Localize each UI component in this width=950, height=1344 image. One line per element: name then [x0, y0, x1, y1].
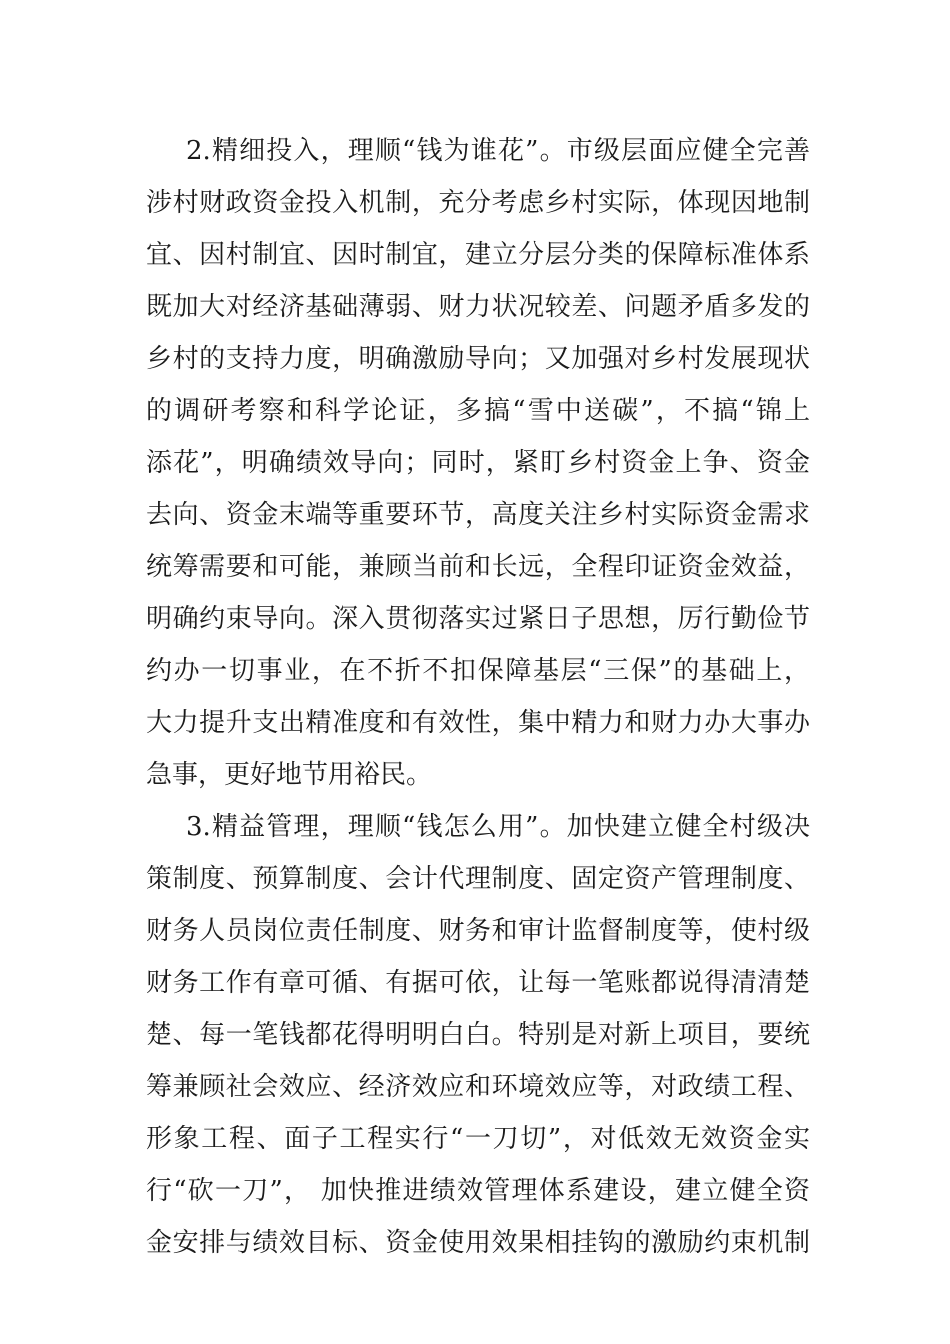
paragraph-line: 财务人员岗位责任制度、财务和审计监督制度等，使村级	[146, 916, 810, 946]
paragraph-line: 乡村的支持力度，明确激励导向；又加强对乡村发展现状	[146, 344, 810, 374]
paragraph-line: 大力提升支出精准度和有效性，集中精力和财力办大事办	[146, 708, 810, 738]
paragraph-line: 行“砍一刀”， 加快推进绩效管理体系建设，建立健全资	[146, 1176, 810, 1206]
paragraph-line: 2.精细投入，理顺“钱为谁花”。市级层面应健全完善	[186, 136, 810, 166]
paragraph-line: 统筹需要和可能，兼顾当前和长远，全程印证资金效益，	[146, 552, 810, 582]
paragraph-line: 添花”，明确绩效导向；同时，紧盯乡村资金上争、资金	[146, 448, 810, 478]
paragraph-line: 楚、每一笔钱都花得明明白白。特别是对新上项目，要统	[146, 1020, 810, 1050]
document-body	[146, 125, 810, 1269]
paragraph-line: 约办一切事业，在不折不扣保障基层“三保”的基础上，	[146, 656, 810, 686]
paragraph-line: 策制度、预算制度、会计代理制度、固定资产管理制度、	[146, 864, 810, 894]
paragraph-line: 既加大对经济基础薄弱、财力状况较差、问题矛盾多发的	[146, 292, 810, 322]
paragraph-line: 金安排与绩效目标、资金使用效果相挂钩的激励约束机制	[146, 1228, 810, 1258]
paragraph-line: 宜、因村制宜、因时制宜，建立分层分类的保障标准体系	[146, 240, 810, 270]
paragraph-line: 涉村财政资金投入机制，充分考虑乡村实际，体现因地制	[146, 188, 810, 218]
paragraph-line: 的调研考察和科学论证，多搞“雪中送碳”，不搞“锦上	[146, 396, 810, 426]
paragraph-2-fine-investment	[146, 125, 810, 801]
paragraph-line: 3.精益管理，理顺“钱怎么用”。加快建立健全村级决	[186, 812, 810, 842]
paragraph-line: 明确约束导向。深入贯彻落实过紧日子思想，厉行勤俭节	[146, 604, 810, 634]
paragraph-line: 去向、资金末端等重要环节，高度关注乡村实际资金需求	[146, 500, 810, 530]
paragraph-line: 形象工程、面子工程实行“一刀切”，对低效无效资金实	[146, 1124, 810, 1154]
paragraph-line: 急事，更好地节用裕民。	[146, 760, 433, 790]
paragraph-line: 财务工作有章可循、有据可依，让每一笔账都说得清清楚	[146, 968, 810, 998]
paragraph-line: 筹兼顾社会效应、经济效应和环境效应等，对政绩工程、	[146, 1072, 810, 1102]
paragraph-3-lean-management	[146, 801, 810, 1269]
